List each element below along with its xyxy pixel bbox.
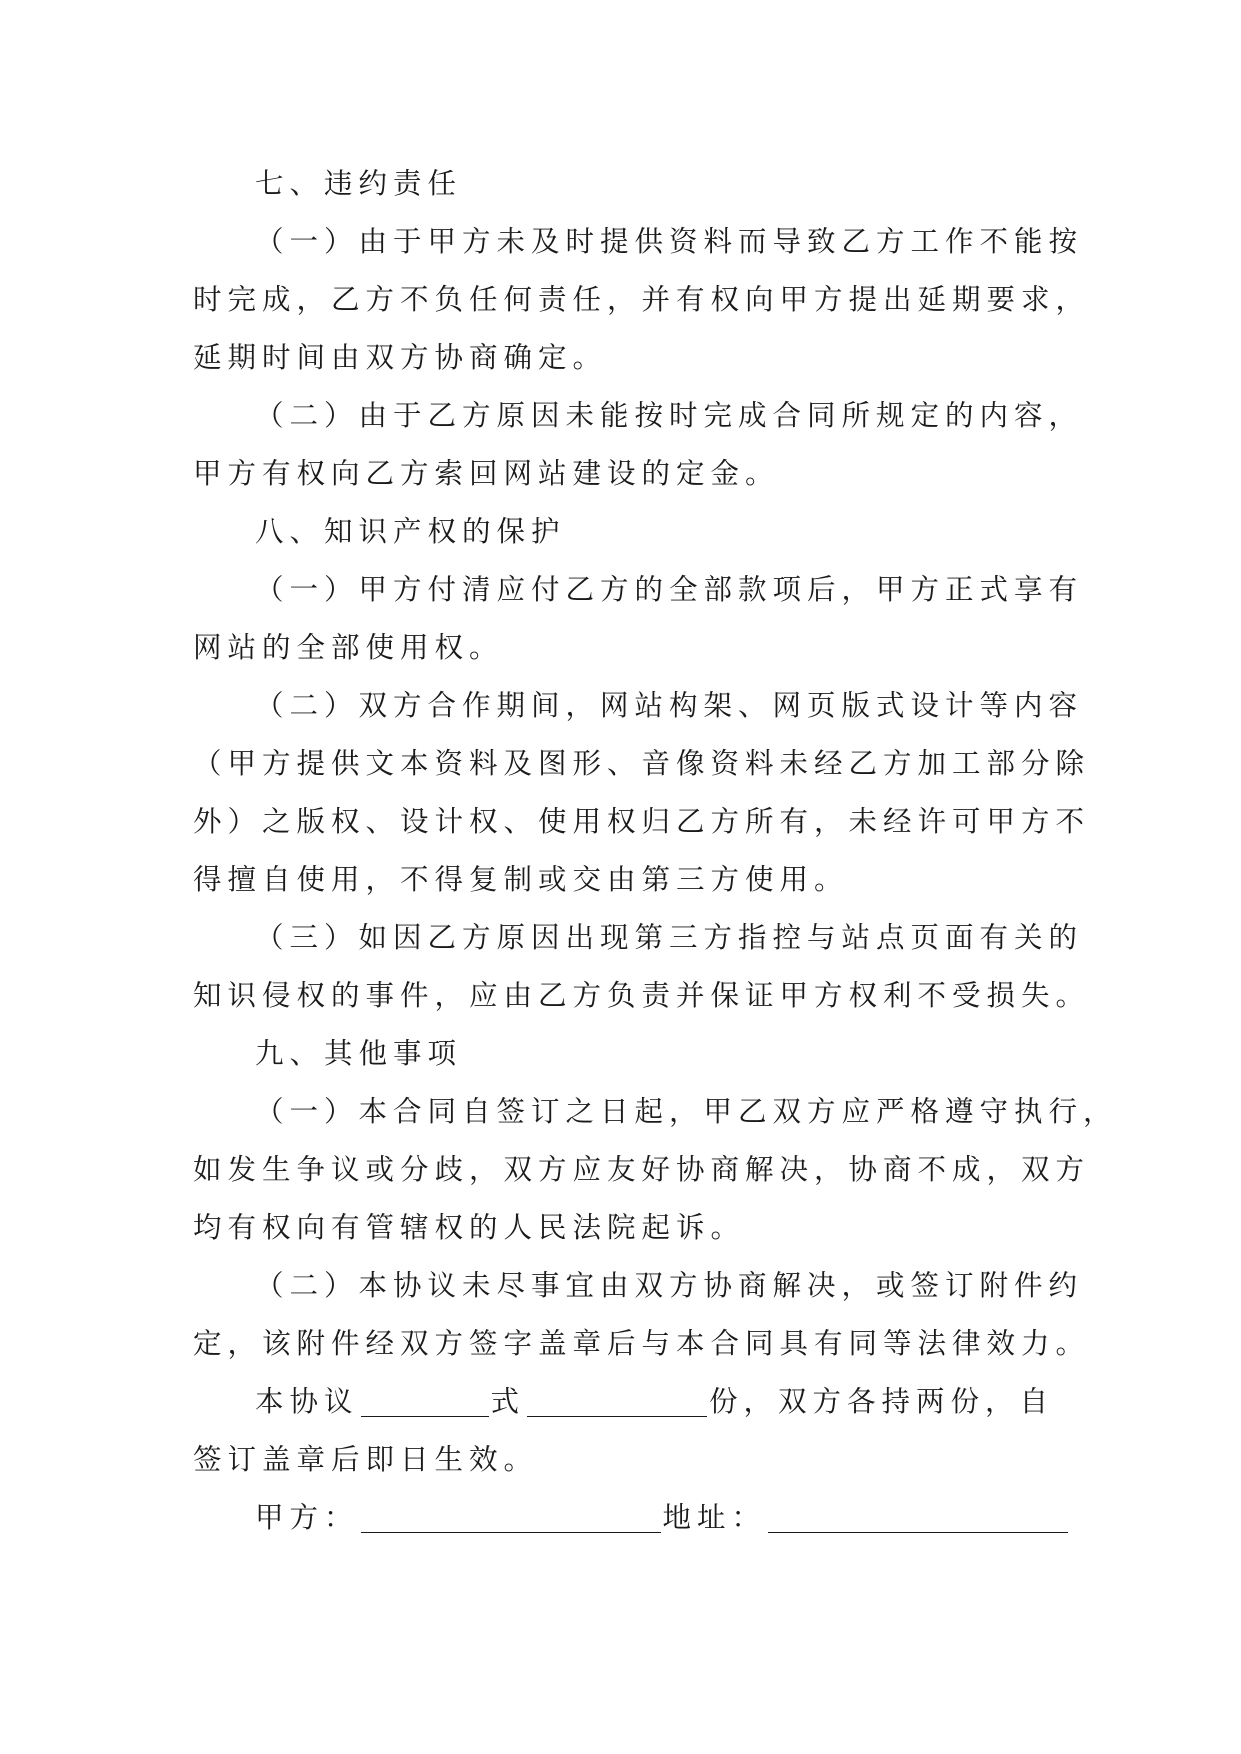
paragraph-line: 得擅自使用，不得复制或交由第三方使用。 (193, 863, 849, 896)
paragraph-line: （二）双方合作期间，网站构架、网页版式设计等内容 (255, 689, 1084, 722)
paragraph-line: 时完成，乙方不负任何责任，并有权向甲方提出延期要求， (193, 283, 1091, 316)
paragraph-line: 网站的全部使用权。 (193, 631, 504, 664)
paragraph-line: （二）本协议未尽事宜由双方协商解决，或签订附件约 (255, 1269, 1084, 1302)
paragraph-line: （三）如因乙方原因出现第三方指控与站点页面有关的 (255, 921, 1084, 954)
paragraph-line: 甲方有权向乙方索回网站建设的定金。 (193, 457, 780, 490)
document-page (193, 155, 1118, 1547)
section-heading-other: 九、其他事项 (255, 1037, 463, 1070)
paragraph-line: （二）由于乙方原因未能按时完成合同所规定的内容， (255, 399, 1084, 432)
paragraph-line: 延期时间由双方协商确定。 (193, 341, 608, 374)
paragraph-line: （甲方提供文本资料及图形、音像资料未经乙方加工部分除 (193, 747, 1091, 780)
paragraph-line: （一）甲方付清应付乙方的全部款项后，甲方正式享有 (255, 573, 1084, 606)
address-label: 地址： (662, 1501, 767, 1534)
paragraph-line: 外）之版权、设计权、使用权归乙方所有，未经许可甲方不 (193, 805, 1091, 838)
signature-line (193, 1489, 1053, 1547)
copies-format-blank[interactable] (361, 1415, 489, 1417)
paragraph-line: （一）由于甲方未及时提供资料而导致乙方工作不能按 (255, 225, 1084, 258)
party-a-label: 甲方： (255, 1501, 359, 1534)
paragraph-line: （一）本合同自签订之日起，甲乙双方应严格遵守执行， (255, 1095, 1118, 1128)
address-blank[interactable] (768, 1531, 1068, 1533)
copies-count-blank[interactable] (527, 1415, 707, 1417)
copies-label-1: 本协议 (255, 1385, 359, 1418)
paragraph-line: 如发生争议或分歧，双方应友好协商解决，协商不成，双方 (193, 1153, 1091, 1186)
paragraph-line: 知识侵权的事件，应由乙方负责并保证甲方权利不受损失。 (193, 979, 1091, 1012)
copies-line (193, 1373, 1053, 1431)
copies-label-2: 式 (490, 1385, 526, 1418)
effective-line: 签订盖章后即日生效。 (193, 1443, 539, 1476)
section-heading-ip: 八、知识产权的保护 (255, 515, 566, 548)
paragraph-line: 均有权向有管辖权的人民法院起诉。 (193, 1211, 746, 1244)
paragraph-line: 定，该附件经双方签字盖章后与本合同具有同等法律效力。 (193, 1327, 1091, 1360)
section-heading-breach: 七、违约责任 (255, 167, 463, 200)
party-a-blank[interactable] (361, 1531, 661, 1533)
copies-label-3: 份，双方各持两份，自 (709, 1385, 1055, 1418)
